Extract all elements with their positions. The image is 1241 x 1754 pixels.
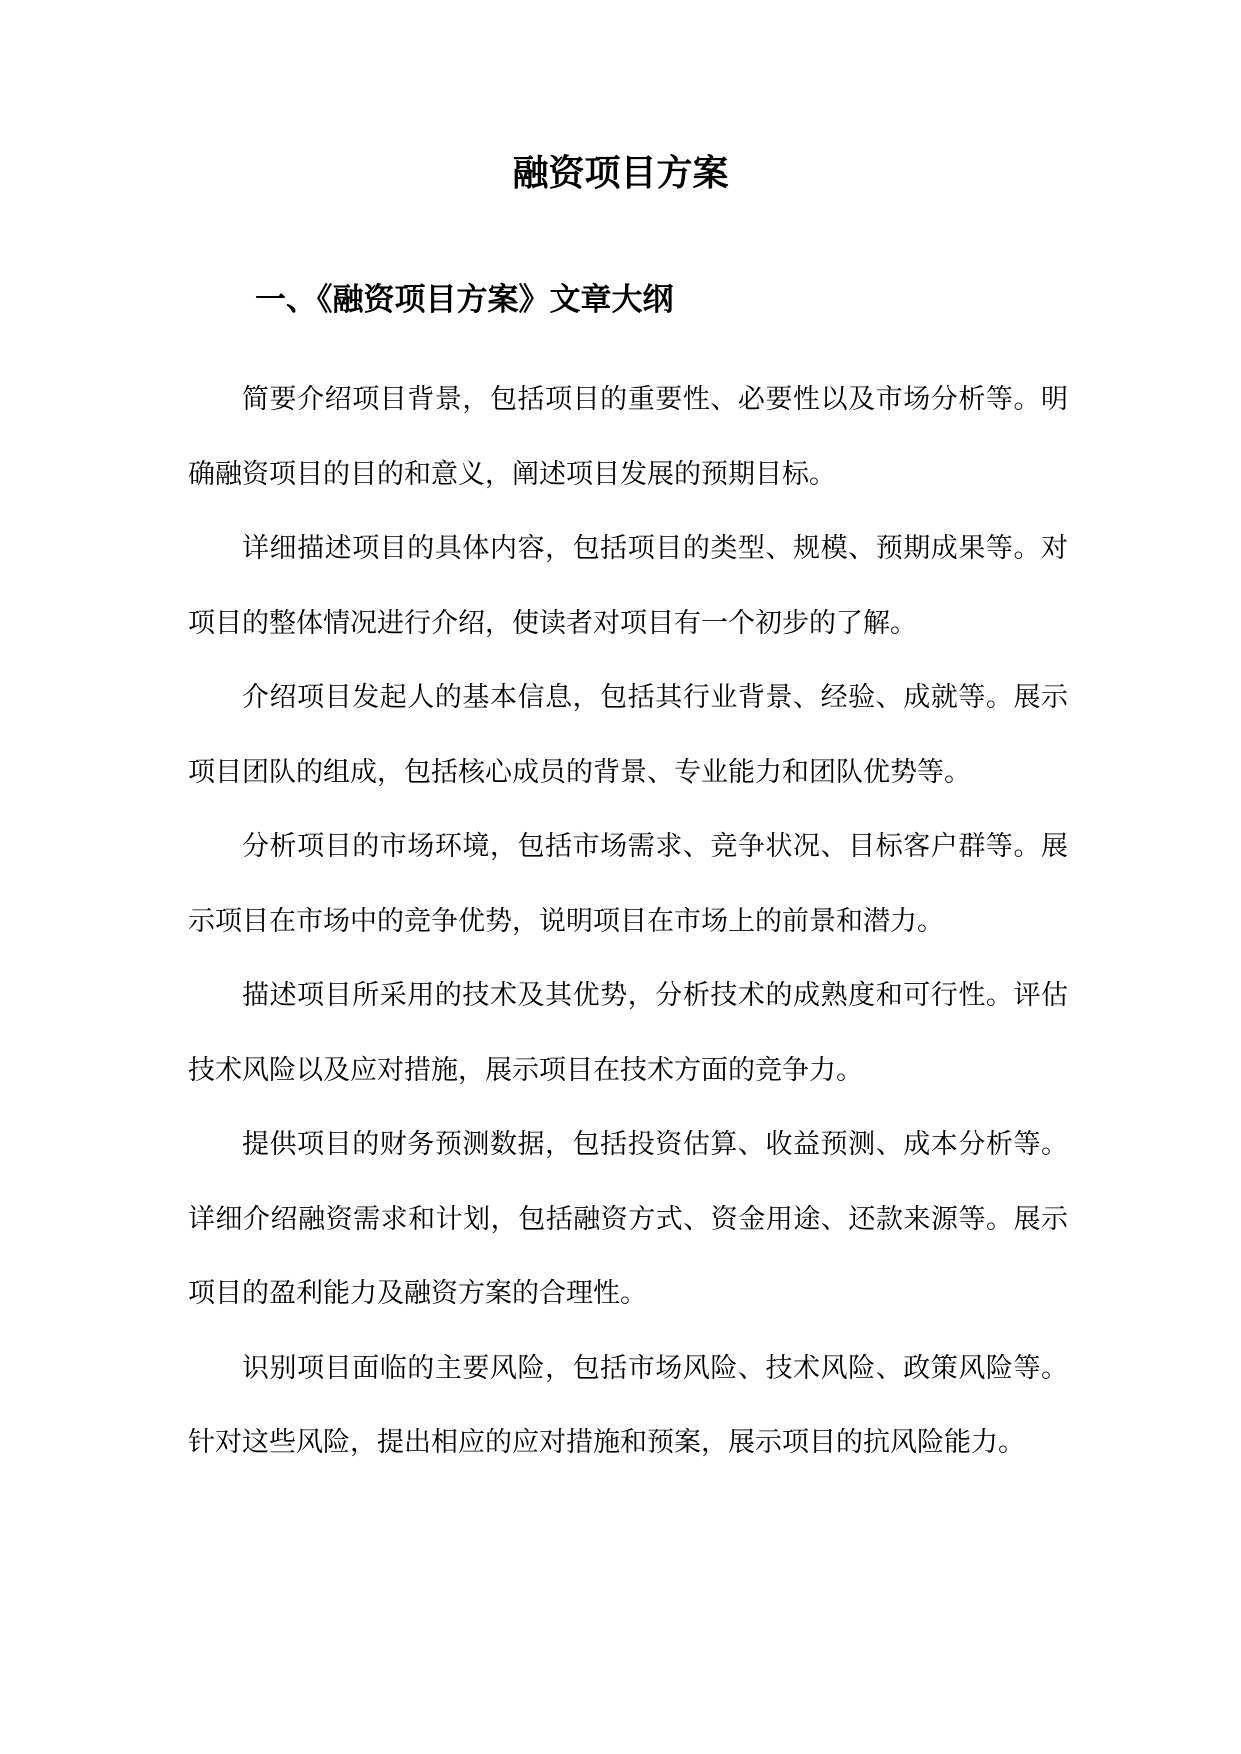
paragraph-technology: 描述项目所采用的技术及其优势，分析技术的成熟度和可行性。评估技术风险以及应对措施，展示项目在技术方面的竞争力。 [188,980,1068,1086]
paragraph-finance: 提供项目的财务预测数据，包括投资估算、收益预测、成本分析等。详细介绍融资需求和计划，包括融资方式、资金用途、还款来源等。展示项目的盈利能力及融资方案的合理性。 [188,1129,1068,1309]
section-heading: 一、《融资项目方案》文章大纲 [255,282,674,318]
paragraph-background: 简要介绍项目背景，包括项目的重要性、必要性以及市场分析等。明确融资项目的目的和意义，阐述项目发展的预期目标。 [188,384,1068,490]
paragraph-market: 分析项目的市场环境，包括市场需求、竞争状况、目标客户群等。展示项目在市场中的竞争优势，说明项目在市场上的前景和潜力。 [188,831,1068,937]
body-text [188,363,1068,1481]
document-title: 融资项目方案 [512,152,729,194]
paragraph-team: 介绍项目发起人的基本信息，包括其行业背景、经验、成就等。展示项目团队的组成，包括核心成员的背景、专业能力和团队优势等。 [188,682,1068,788]
paragraph-content: 详细描述项目的具体内容，包括项目的类型、规模、预期成果等。对项目的整体情况进行介绍，使读者对项目有一个初步的了解。 [188,533,1068,639]
paragraph-risk: 识别项目面临的主要风险，包括市场风险、技术风险、政策风险等。针对这些风险，提出相应的应对措施和预案，展示项目的抗风险能力。 [188,1352,1068,1458]
